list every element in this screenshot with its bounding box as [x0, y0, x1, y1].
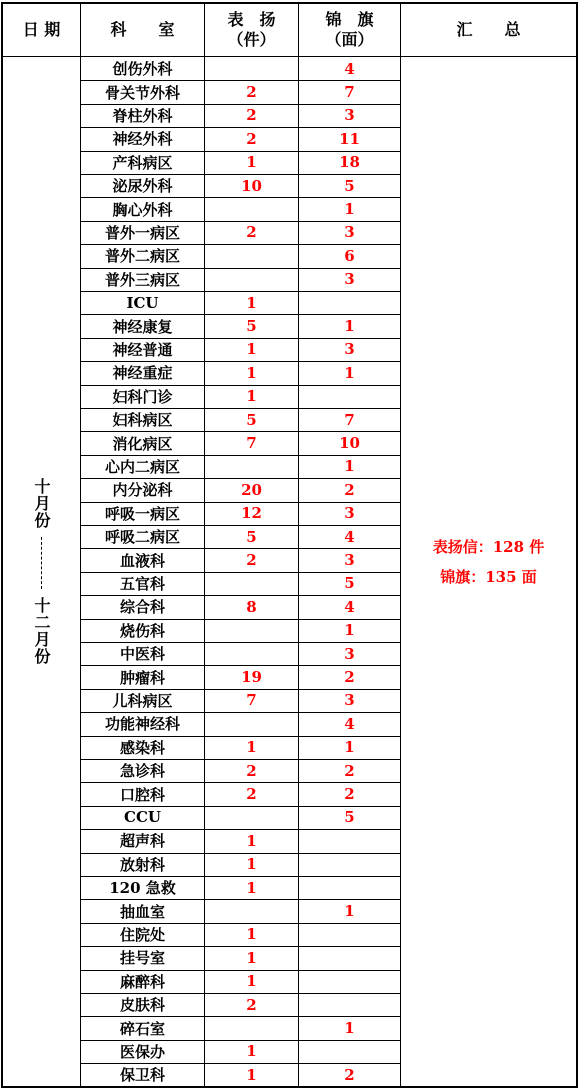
dept-cell [81, 127, 204, 150]
praise-count-cell [205, 548, 298, 571]
praise-count: 1 [246, 153, 257, 172]
dept-name: 挂号室 [119, 949, 165, 968]
praise-count: 2 [246, 761, 257, 780]
praise-count: 1 [246, 972, 257, 991]
banner-count-cell [299, 431, 400, 454]
period-dash [41, 537, 42, 589]
praise-count: 1 [246, 1065, 257, 1084]
dept-cell [81, 57, 204, 80]
dept-cell [81, 502, 204, 525]
praise-count-cell [205, 782, 298, 805]
dept-cell [81, 104, 204, 127]
banner-count: 3 [344, 340, 355, 359]
praise-count: 2 [246, 995, 257, 1014]
banner-count-cell [299, 478, 400, 501]
dept-cell [81, 174, 204, 197]
praise-count-cell [205, 408, 298, 431]
praise-count-cell [205, 80, 298, 103]
dept-cell [81, 946, 204, 969]
banner-count: 2 [344, 1065, 355, 1084]
dept-cell [81, 455, 204, 478]
praise-count: 1 [246, 1042, 257, 1061]
praise-count-cell [205, 502, 298, 525]
dept-name: 血液科 [119, 551, 165, 570]
praise-count: 10 [241, 176, 262, 195]
dept-cell [81, 431, 204, 454]
banner-count: 4 [344, 714, 355, 733]
praise-count-cell [205, 1016, 298, 1039]
banner-count-cell [299, 174, 400, 197]
dept-name: 泌尿外科 [112, 177, 173, 196]
banner-count: 1 [344, 738, 355, 757]
header-banner-line1: 锦 旗 [325, 10, 374, 29]
banner-count-cell [299, 80, 400, 103]
dept-cell [81, 80, 204, 103]
dept-cell [81, 642, 204, 665]
praise-count: 1 [246, 293, 257, 312]
praise-count: 2 [246, 223, 257, 242]
dept-name: 骨关节外科 [104, 83, 180, 102]
dept-name: 烧伤科 [119, 621, 165, 640]
banner-count-cell [299, 1040, 400, 1063]
praise-count: 2 [246, 106, 257, 125]
banner-count: 3 [344, 644, 355, 663]
dept-cell [81, 244, 204, 267]
banner-count-cell [299, 806, 400, 829]
praise-count: 1 [246, 363, 257, 382]
banner-count-cell [299, 525, 400, 548]
dept-cell [81, 619, 204, 642]
praise-count: 2 [246, 129, 257, 148]
praise-count: 1 [246, 878, 257, 897]
banner-count: 3 [344, 270, 355, 289]
dept-name: 神经康复 [112, 317, 173, 336]
banner-count-cell [299, 946, 400, 969]
dept-name: 心内二病区 [104, 457, 180, 476]
dept-cell [81, 759, 204, 782]
praise-count-cell [205, 899, 298, 922]
banner-count-cell [299, 782, 400, 805]
banner-count-cell [299, 993, 400, 1016]
dept-name: 麻醉科 [119, 972, 165, 991]
header-praise-line1: 表 扬 [227, 10, 276, 29]
dept-name: 肿瘤科 [119, 668, 165, 687]
dept-name: 产科病区 [112, 153, 173, 172]
banner-count: 1 [344, 317, 355, 336]
banner-count-cell [299, 595, 400, 618]
banner-count-cell [299, 502, 400, 525]
banner-count: 2 [344, 785, 355, 804]
praise-count: 1 [246, 948, 257, 967]
praise-count-cell [205, 876, 298, 899]
dept-name: 保卫科 [119, 1066, 165, 1085]
header-summary-label: 汇 总 [456, 20, 521, 39]
banner-count: 2 [344, 761, 355, 780]
banner-count: 1 [344, 621, 355, 640]
banner-count-cell [299, 665, 400, 688]
praise-count-cell [205, 853, 298, 876]
praise-count-cell [205, 970, 298, 993]
dept-name: 妇科病区 [112, 411, 173, 430]
dept-name: 神经重症 [112, 364, 173, 383]
praise-count-cell [205, 104, 298, 127]
banner-count-cell [299, 314, 400, 337]
praise-count-cell [205, 127, 298, 150]
header-date-label: 日 期 [22, 20, 61, 39]
praise-count-cell [205, 174, 298, 197]
banner-count: 3 [344, 223, 355, 242]
header-date [3, 4, 80, 56]
dept-name: 内分泌科 [112, 481, 173, 500]
praise-count-cell [205, 923, 298, 946]
praise-count: 12 [241, 504, 262, 523]
header-dept-label: 科 室 [110, 20, 175, 39]
banner-count: 1 [344, 902, 355, 921]
dept-cell [81, 736, 204, 759]
dept-name: 普外三病区 [104, 270, 180, 289]
banner-count: 1 [344, 200, 355, 219]
banner-count-cell [299, 619, 400, 642]
banner-count: 1 [344, 457, 355, 476]
dept-cell [81, 712, 204, 735]
banner-count-cell [299, 1016, 400, 1039]
praise-count-cell [205, 361, 298, 384]
praise-count-cell [205, 829, 298, 852]
banner-count: 7 [344, 83, 355, 102]
banner-count-cell [299, 572, 400, 595]
period-cell [3, 57, 80, 1086]
dept-name: 放射科 [119, 855, 165, 874]
praise-count-cell [205, 244, 298, 267]
praise-count-cell [205, 712, 298, 735]
praise-count: 1 [246, 340, 257, 359]
praise-count: 2 [246, 83, 257, 102]
dept-name: 碎石室 [119, 1019, 165, 1038]
banner-count: 6 [344, 246, 355, 265]
dept-name: 120 急救 [109, 879, 176, 898]
banner-count-cell [299, 642, 400, 665]
summary-cell [401, 57, 576, 1086]
praise-count-cell [205, 665, 298, 688]
dept-cell [81, 993, 204, 1016]
dept-name: 呼吸二病区 [104, 528, 180, 547]
dept-name: 中医科 [119, 645, 165, 664]
banner-count-cell [299, 970, 400, 993]
dept-name: CCU [124, 808, 161, 827]
dept-cell [81, 1040, 204, 1063]
praise-count-cell [205, 197, 298, 220]
header-praise [205, 4, 298, 56]
dept-cell [81, 268, 204, 291]
dept-name: 医保办 [119, 1042, 165, 1061]
dept-cell [81, 408, 204, 431]
praise-count-cell [205, 572, 298, 595]
banner-count-cell [299, 829, 400, 852]
praise-count-cell [205, 946, 298, 969]
banner-count-cell [299, 899, 400, 922]
dept-cell [81, 385, 204, 408]
banner-count: 1 [344, 1019, 355, 1038]
praise-count-cell [205, 455, 298, 478]
praise-count-cell [205, 57, 298, 80]
dept-cell [81, 970, 204, 993]
banner-count-cell [299, 548, 400, 571]
period-start: 十月份 [32, 478, 51, 529]
header-summary [401, 4, 576, 56]
dept-name: 呼吸一病区 [104, 504, 180, 523]
banner-count: 3 [344, 551, 355, 570]
praise-count: 7 [246, 434, 257, 453]
dept-name: 口腔科 [119, 785, 165, 804]
period-end: 十二月份 [32, 597, 51, 665]
praise-count: 2 [246, 551, 257, 570]
praise-count: 1 [246, 738, 257, 757]
dept-cell [81, 665, 204, 688]
banner-count: 3 [344, 691, 355, 710]
banner-count-cell [299, 712, 400, 735]
banner-count: 2 [344, 480, 355, 499]
praise-count-cell [205, 993, 298, 1016]
banner-count-cell [299, 876, 400, 899]
dept-name: 超声科 [119, 832, 165, 851]
banner-count-cell [299, 268, 400, 291]
banner-count-cell [299, 151, 400, 174]
dept-name: 创伤外科 [112, 60, 173, 79]
dept-name: 消化病区 [112, 434, 173, 453]
banner-count-cell [299, 853, 400, 876]
praise-count: 5 [246, 317, 257, 336]
dept-name: 综合科 [119, 598, 165, 617]
header-banner-line2: （面） [325, 30, 374, 49]
praise-count-cell [205, 619, 298, 642]
dept-cell [81, 548, 204, 571]
dept-name: 普外二病区 [104, 247, 180, 266]
banner-count: 5 [344, 574, 355, 593]
dept-cell [81, 923, 204, 946]
dept-cell [81, 291, 204, 314]
banner-count-cell [299, 104, 400, 127]
praise-count-cell [205, 806, 298, 829]
dept-cell [81, 151, 204, 174]
praise-count-cell [205, 736, 298, 759]
banner-count: 4 [344, 527, 355, 546]
praise-count-cell [205, 642, 298, 665]
dept-name: 神经外科 [112, 130, 173, 149]
dept-name: ICU [126, 293, 159, 312]
dept-name: 急诊科 [119, 762, 165, 781]
banner-count-cell [299, 221, 400, 244]
dept-cell [81, 853, 204, 876]
banner-count-cell [299, 127, 400, 150]
dept-name: 脊柱外科 [112, 106, 173, 125]
dept-cell [81, 689, 204, 712]
praise-count-cell [205, 221, 298, 244]
banner-count-cell [299, 197, 400, 220]
summary-table [1, 2, 578, 1088]
praise-count: 20 [241, 480, 262, 499]
banner-count-cell [299, 408, 400, 431]
dept-name: 感染科 [119, 738, 165, 757]
dept-name: 胸心外科 [112, 200, 173, 219]
header-dept [81, 4, 204, 56]
praise-count-cell [205, 689, 298, 712]
banner-count-cell [299, 361, 400, 384]
dept-cell [81, 314, 204, 337]
banner-count: 18 [339, 153, 360, 172]
dept-cell [81, 1016, 204, 1039]
banner-count: 4 [344, 597, 355, 616]
banner-count: 5 [344, 176, 355, 195]
dept-name: 儿科病区 [112, 691, 173, 710]
praise-count: 5 [246, 527, 257, 546]
banner-count: 4 [344, 59, 355, 78]
dept-cell [81, 782, 204, 805]
praise-count-cell [205, 1040, 298, 1063]
dept-cell [81, 197, 204, 220]
banner-count: 3 [344, 106, 355, 125]
praise-count: 1 [246, 855, 257, 874]
banner-count: 11 [339, 129, 360, 148]
banner-count: 10 [339, 434, 360, 453]
header-banner [299, 4, 400, 56]
banner-count-cell [299, 689, 400, 712]
banner-count: 3 [344, 504, 355, 523]
praise-count: 8 [246, 597, 257, 616]
dept-cell [81, 221, 204, 244]
dept-cell [81, 806, 204, 829]
praise-count-cell [205, 291, 298, 314]
praise-count-cell [205, 431, 298, 454]
dept-cell [81, 899, 204, 922]
praise-count-cell [205, 525, 298, 548]
praise-count-cell [205, 151, 298, 174]
dept-name: 皮肤科 [119, 996, 165, 1015]
banner-count-cell [299, 455, 400, 478]
dept-name: 五官科 [119, 574, 165, 593]
banner-count: 5 [344, 808, 355, 827]
praise-count-cell [205, 759, 298, 782]
dept-cell [81, 829, 204, 852]
praise-count: 1 [246, 387, 257, 406]
praise-count-cell [205, 314, 298, 337]
dept-name: 功能神经科 [104, 715, 180, 734]
praise-count: 5 [246, 410, 257, 429]
dept-cell [81, 876, 204, 899]
banner-count-cell [299, 736, 400, 759]
banner-count-cell [299, 57, 400, 80]
praise-count-cell [205, 1063, 298, 1086]
praise-total: 表扬信：128 件 [432, 537, 545, 556]
dept-name: 普外一病区 [104, 223, 180, 242]
dept-cell [81, 338, 204, 361]
dept-name: 住院处 [119, 925, 165, 944]
dept-name: 抽血室 [119, 902, 165, 921]
banner-count-cell [299, 244, 400, 267]
banner-count-cell [299, 759, 400, 782]
praise-count-cell [205, 478, 298, 501]
dept-cell [81, 1063, 204, 1086]
header-praise-line2: （件） [227, 30, 276, 49]
dept-name: 神经普通 [112, 340, 173, 359]
praise-count: 19 [241, 668, 262, 687]
praise-count: 2 [246, 785, 257, 804]
dept-cell [81, 525, 204, 548]
dept-cell [81, 478, 204, 501]
dept-cell [81, 361, 204, 384]
praise-count-cell [205, 268, 298, 291]
dept-cell [81, 595, 204, 618]
dept-cell [81, 572, 204, 595]
praise-count-cell [205, 385, 298, 408]
dept-name: 妇科门诊 [112, 387, 173, 406]
praise-count: 1 [246, 925, 257, 944]
banner-count: 2 [344, 668, 355, 687]
praise-count-cell [205, 595, 298, 618]
banner-count-cell [299, 338, 400, 361]
banner-count-cell [299, 291, 400, 314]
banner-count: 1 [344, 363, 355, 382]
banner-count-cell [299, 385, 400, 408]
banner-count-cell [299, 1063, 400, 1086]
banner-count: 7 [344, 410, 355, 429]
praise-count: 7 [246, 691, 257, 710]
praise-count-cell [205, 338, 298, 361]
praise-count: 1 [246, 831, 257, 850]
banner-total: 锦旗：135 面 [440, 567, 537, 586]
banner-count-cell [299, 923, 400, 946]
